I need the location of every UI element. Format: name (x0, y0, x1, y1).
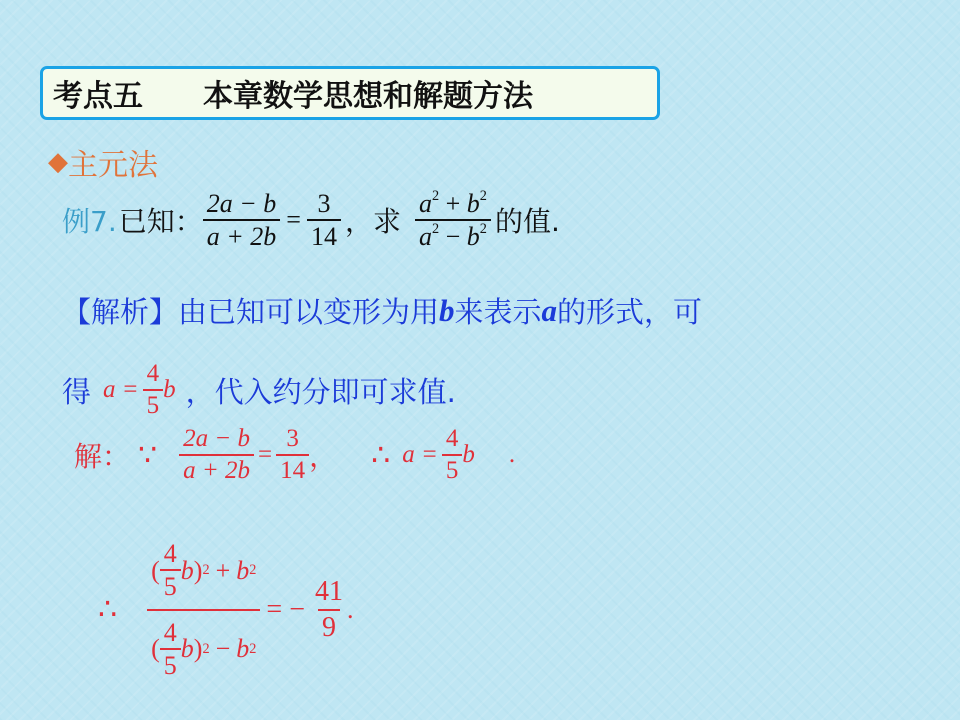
example-label: 例7. (62, 205, 117, 239)
solution-value-fraction (276, 426, 309, 485)
solution-line (74, 426, 515, 485)
solution-four-fifths-fraction (442, 426, 463, 485)
analysis-four-fifths-fraction (143, 361, 164, 420)
analysis-suffix: ，代入约分即可求值. (185, 374, 456, 409)
solution-value-numerator: 3 (286, 425, 299, 452)
analysis-var-b: b (439, 292, 455, 328)
final-big-fraction (147, 540, 260, 679)
final-result-numerator: 41 (315, 576, 344, 608)
target-fraction-denominator: $a^2 - b^2$ (415, 219, 491, 250)
solution-comma: ， (309, 440, 338, 474)
solution-frac-numerator: 4 (445, 425, 459, 452)
solution-given-fraction (179, 426, 254, 485)
solution-fraction-denominator: a + 2b (179, 454, 254, 484)
final-inner-fraction-top: $\frac{4}{5}$ (160, 540, 181, 601)
given-value-numerator: 3 (317, 189, 331, 218)
solution-var: b (462, 441, 475, 469)
given-fraction-numerator: 2a − b (206, 189, 277, 218)
analysis-frac-denominator: 5 (143, 389, 164, 419)
analysis-var-a: a (541, 292, 558, 328)
ask-suffix: 的值. (494, 205, 560, 239)
analysis-prefix: 得 (62, 374, 92, 409)
given-fraction (203, 190, 281, 251)
analysis-line-2 (62, 361, 902, 420)
method-heading (48, 140, 158, 184)
solution-fraction-numerator: 2a − b (183, 425, 250, 452)
solution-value-denominator: 14 (276, 454, 309, 484)
target-fraction-numerator: $a^2 + b^2$ (418, 187, 487, 218)
given-value-fraction (307, 190, 341, 251)
given-prefix: 已知： (118, 205, 203, 239)
solution-frac-denominator: 5 (442, 454, 463, 484)
target-fraction (415, 187, 491, 252)
analysis-text-1: 【解析】由已知可以变形为用 (62, 295, 440, 329)
final-result-denominator: 9 (318, 609, 340, 642)
analysis-formula-var: b (163, 376, 176, 404)
final-period: . (347, 594, 354, 624)
given-fraction-denominator: a + 2b (203, 219, 281, 250)
diamond-bullet-icon: ◆ (48, 147, 68, 177)
final-big-denominator: ( $\frac{4}{5}$ b ) 2 − b 2 (147, 609, 260, 680)
final-equals: = − (266, 593, 306, 625)
section-title-box (40, 66, 660, 120)
equals-sign: = (286, 205, 301, 235)
analysis-text-2: 来表示 (454, 295, 542, 329)
because-symbol: ∵ (138, 437, 158, 473)
solution-equals: = (257, 441, 273, 469)
final-inner-fraction-bottom: $\frac{4}{5}$ (160, 619, 181, 680)
final-therefore-symbol: ∴ (98, 592, 118, 628)
given-value-denominator: 14 (307, 219, 341, 250)
therefore-symbol: ∴ (371, 437, 391, 473)
analysis-frac-numerator: 4 (146, 360, 160, 387)
analysis-line-1 (62, 290, 902, 331)
topic-label: 考点五 (53, 79, 143, 114)
solution-label: 解： (74, 440, 131, 474)
analysis-text-3: 的形式，可 (557, 295, 703, 329)
analysis-paragraph (62, 290, 902, 420)
section-heading: 本章数学思想和解题方法 (203, 79, 533, 114)
analysis-formula-lhs: a = (103, 376, 139, 404)
example-problem (62, 187, 560, 252)
final-computation (98, 540, 354, 679)
solution-lhs: a = (402, 441, 438, 469)
final-result-fraction (311, 577, 347, 642)
solution-period: . (508, 441, 516, 469)
final-big-numerator: ( $\frac{4}{5}$ b ) 2 + b 2 (151, 539, 257, 602)
method-name: 主元法 (68, 148, 158, 183)
ask-separator: ，求 (344, 205, 401, 239)
